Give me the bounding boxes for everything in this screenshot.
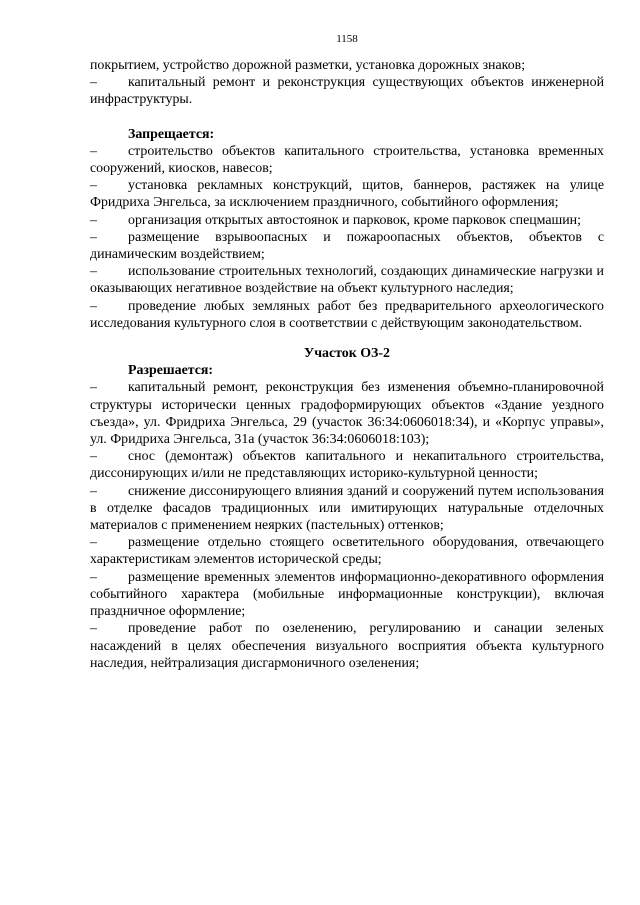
- allowed-heading: Разрешается:: [128, 363, 214, 379]
- dash-marker: –: [90, 298, 97, 314]
- dash-marker: –: [90, 143, 97, 159]
- list-item-text: организация открытых автостоянок и парковок, кроме парковок спецмашин;: [128, 212, 581, 228]
- dash-marker: –: [90, 75, 97, 91]
- dash-marker: –: [90, 483, 97, 499]
- list-item: [90, 143, 604, 177]
- list-item: [90, 483, 604, 535]
- list-item-text: размещение временных элементов информационно-декоративного оформления событийного характера (мобильные информационные конструкции), включая праздничное оформление;: [90, 569, 604, 620]
- list-item-text: капитальный ремонт, реконструкция без изменения объемно-планировочной структуры исторически ценных градоформирующих объектов «Здание уездного съезда», ул. Фридриха Энгельса, 29 (участок 36:34:0606018:34), и «Корпус управы», ул. Фридриха Энгельса, 31а (участок 36:34:0606018:103);: [90, 380, 604, 448]
- list-item: [90, 620, 604, 672]
- dash-marker: –: [90, 621, 97, 637]
- list-item: [90, 569, 604, 621]
- list-item: [90, 74, 604, 108]
- top-list: [90, 74, 604, 108]
- prohibited-list: [90, 143, 604, 332]
- list-item: [90, 448, 604, 482]
- list-item-text: размещение отдельно стоящего осветительного оборудования, отвечающего характеристикам элементов исторической среды;: [90, 535, 604, 568]
- dash-marker: –: [90, 380, 97, 396]
- prohibited-heading: Запрещается:: [128, 126, 215, 142]
- list-item-text: капитальный ремонт и реконструкция существующих объектов инженерной инфраструктуры.: [90, 75, 604, 108]
- dash-marker: –: [90, 178, 97, 194]
- allowed-list: [90, 379, 604, 671]
- dash-marker: –: [90, 264, 97, 280]
- list-item: [90, 298, 604, 332]
- continuation-text: покрытием, устройство дорожной разметки, установка дорожных знаков;: [90, 58, 526, 73]
- dash-marker: –: [90, 569, 97, 585]
- list-item-text: проведение работ по озеленению, регулированию и санации зеленых насаждений в целях обеспечения визуального восприятия объекта культурного наследия, нейтрализация дисгармоничного озеленения;: [90, 621, 604, 671]
- document-body: [90, 57, 604, 672]
- list-item-text: снос (демонтаж) объектов капитального и некапитального строительства, диссонирующих и/или не представляющих историко-культурной ценности;: [90, 449, 604, 482]
- list-item: [90, 212, 604, 229]
- page-number: 1158: [336, 33, 358, 45]
- list-item-text: установка рекламных конструкций, щитов, баннеров, растяжек на улице Фридриха Энгельса, за исключением праздничного, событийного оформления;: [90, 178, 604, 211]
- list-item-text: использование строительных технологий, создающих динамические нагрузки и оказывающих негативное воздействие на объект культурного наследия;: [90, 264, 604, 297]
- section-title: Участок ОЗ-2: [304, 346, 390, 362]
- dash-marker: –: [90, 449, 97, 465]
- list-item-text: строительство объектов капитального строительства, установка временных сооружений, киосков, навесов;: [90, 143, 604, 177]
- list-item: [90, 379, 604, 448]
- dash-marker: –: [90, 229, 97, 245]
- list-item: [90, 177, 604, 211]
- dash-marker: –: [90, 535, 97, 551]
- dash-marker: –: [90, 212, 97, 228]
- list-item: [90, 229, 604, 263]
- list-item: [90, 534, 604, 568]
- list-item: [90, 263, 604, 297]
- list-item-text: проведение любых земляных работ без предварительного археологического исследования культурного слоя в соответствии с действующим законодательством.: [90, 298, 604, 331]
- list-item-text: размещение взрывоопасных и пожароопасных объектов, объектов с динамическим воздействием;: [90, 229, 604, 263]
- list-item-text: снижение диссонирующего влияния зданий и сооружений путем использования в отделке фасадов традиционных или имитирующих натуральные отделочных материалов с применением неярких (пастельных) оттенков;: [90, 483, 604, 534]
